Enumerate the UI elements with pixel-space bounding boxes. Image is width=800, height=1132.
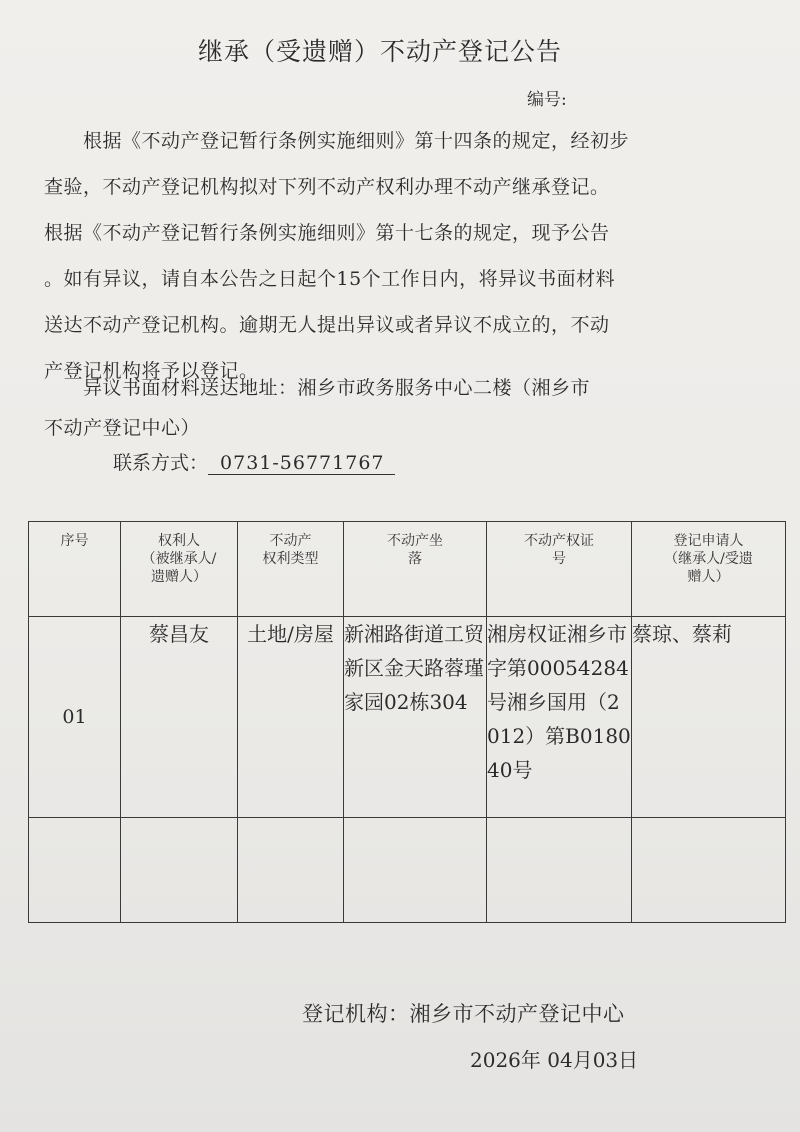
body-line: 根据《不动产登记暂行条例实施细则》第十四条的规定，经初步 [44, 130, 630, 152]
objection-address [44, 368, 744, 448]
body-line: 根据《不动产登记暂行条例实施细则》第十七条的规定，现予公告 [44, 222, 610, 244]
cell-applicant: 蔡琼、蔡莉 [632, 617, 786, 818]
contact-label: 联系方式： [113, 452, 209, 474]
table-header-row [29, 522, 786, 617]
cell-seq: 01 [29, 617, 121, 818]
empty-cell [632, 818, 786, 923]
contact-info [113, 448, 395, 475]
empty-cell [29, 818, 121, 923]
contact-phone: 0731-56771767 [208, 452, 394, 475]
cell-location: 新湘路街道工贸新区金天路蓉瑾家园02栋304 [344, 617, 487, 818]
table-row [29, 617, 786, 818]
empty-cell [121, 818, 238, 923]
body-line: 。如有异议，请自本公告之日起个15个工作日内，将异议书面材料 [44, 268, 616, 290]
header-certificate: 不动产权证 号 [487, 522, 632, 617]
header-applicant: 登记申请人 （继承人/受遗 赠人） [632, 522, 786, 617]
cell-holder: 蔡昌友 [121, 617, 238, 818]
empty-cell [344, 818, 487, 923]
header-type: 不动产 权利类型 [238, 522, 344, 617]
registration-org: 登记机构：湘乡市不动产登记中心 [302, 1002, 625, 1026]
body-line: 产登记机构将予以登记。 [44, 360, 259, 382]
notice-title: 继承（受遗赠）不动产登记公告 [197, 37, 562, 66]
empty-cell [487, 818, 632, 923]
header-location: 不动产坐 落 [344, 522, 487, 617]
body-line: 送达不动产登记机构。逾期无人提出异议或者异议不成立的，不动 [44, 314, 610, 336]
header-holder: 权利人 （被继承人/ 遗赠人） [121, 522, 238, 617]
header-seq: 序号 [29, 522, 121, 617]
notice-date: 2026年 04月03日 [470, 1048, 639, 1072]
cell-type: 土地/房屋 [238, 617, 344, 818]
address-line: 不动产登记中心） [44, 417, 201, 439]
table-row-empty [29, 818, 786, 923]
body-line: 查验，不动产登记机构拟对下列不动产权利办理不动产继承登记。 [44, 176, 610, 198]
doc-number-label: 编号: [527, 90, 567, 110]
cell-certificate: 湘房权证湘乡市字第00054284号湘乡国用（2012）第B018040号 [487, 617, 632, 818]
notice-body [44, 118, 744, 394]
address-line: 异议书面材料送达地址：湘乡市政务服务中心二楼（湘乡市 [44, 377, 591, 399]
property-table [28, 521, 786, 923]
empty-cell [238, 818, 344, 923]
